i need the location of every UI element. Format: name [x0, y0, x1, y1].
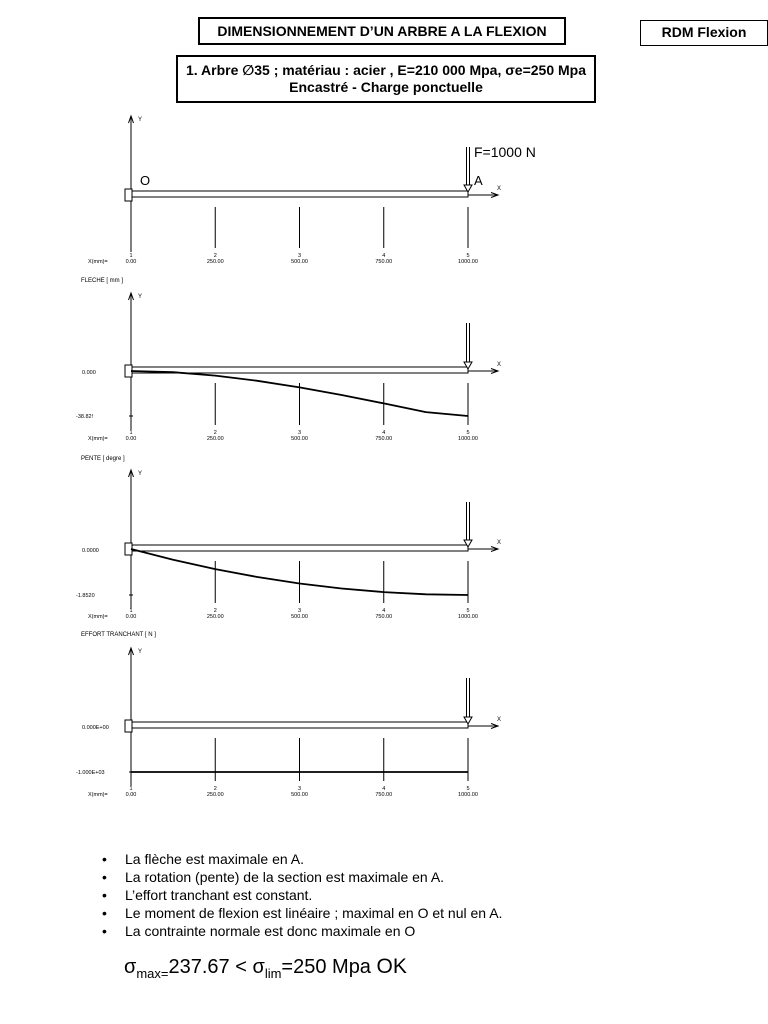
note-item: • La rotation (pente) de la section est maximale en A. — [102, 868, 502, 886]
min-value-label: -1.000E+03 — [76, 770, 105, 776]
verdict: OK — [376, 955, 407, 978]
y-axis-label: Y — [138, 471, 143, 477]
force-label: F=1000 N — [474, 144, 536, 160]
x-axis-label: X — [497, 540, 502, 546]
node-number: 2 — [213, 608, 217, 614]
x-row-label: X(mm)= — [88, 259, 108, 265]
x-tick-label: 500.00 — [291, 614, 308, 620]
x-tick-label: 500.00 — [291, 259, 308, 265]
x-axis-label: X — [497, 362, 502, 368]
beam — [132, 191, 468, 197]
node-number: 5 — [466, 786, 470, 792]
zero-value-label: 0.000E+00 — [82, 725, 109, 731]
node-number: 1 — [129, 430, 133, 436]
node-number: 4 — [382, 253, 386, 259]
x-axis-label: X — [497, 186, 502, 192]
point-o-label: O — [140, 173, 151, 188]
sigma-symbol: σ — [124, 956, 137, 978]
node-number: 3 — [297, 430, 302, 436]
x-tick-label: 0.00 — [125, 259, 137, 265]
x-tick-label: 750.00 — [375, 614, 393, 620]
node-number: 2 — [213, 786, 217, 792]
max-subscript: max= — [136, 966, 169, 981]
node-number: 4 — [382, 430, 386, 436]
x-tick-label: 250.00 — [206, 614, 224, 620]
x-tick-label: 0.00 — [125, 436, 137, 442]
notes-list — [102, 850, 502, 940]
node-number: 4 — [382, 786, 386, 792]
x-tick-label: 500.00 — [291, 792, 308, 798]
x-row-label: X(mm)= — [88, 792, 108, 798]
clamp-support — [125, 543, 132, 555]
y-axis-label: Y — [138, 117, 143, 123]
x-tick-label: 1000.00 — [458, 259, 478, 265]
x-tick-label: 1000.00 — [458, 436, 478, 442]
subject-tag: RDM Flexion — [640, 20, 768, 46]
beam — [132, 722, 468, 728]
node-number: 2 — [213, 253, 217, 259]
x-row-label: X(mm)= — [88, 614, 108, 620]
max-value: 237.67 < — [168, 956, 253, 978]
node-number: 5 — [466, 608, 470, 614]
node-number: 3 — [297, 786, 302, 792]
stress-result — [124, 955, 407, 979]
node-number: 3 — [297, 608, 302, 614]
beam — [132, 545, 468, 551]
y-axis-label: Y — [138, 649, 143, 655]
x-tick-label: 250.00 — [206, 259, 224, 265]
node-number: 1 — [129, 786, 133, 792]
x-tick-label: 0.00 — [125, 614, 137, 620]
lim-value: =250 Mpa — [281, 956, 377, 978]
note-item: • Le moment de flexion est linéaire ; maximal en O et nul en A. — [102, 904, 502, 922]
note-item: • L’effort tranchant est constant. — [102, 886, 502, 904]
x-axis-label: X — [497, 717, 502, 723]
document-title: DIMENSIONNEMENT D’UN ARBRE A LA FLEXION — [198, 17, 566, 45]
sigma-symbol-lim: σ — [252, 956, 265, 978]
x-row-label: X(mm)= — [88, 436, 108, 442]
x-tick-label: 750.00 — [375, 792, 393, 798]
x-tick-label: 0.00 — [125, 792, 137, 798]
min-value-label: -38.82! — [76, 414, 94, 420]
y-axis-label: Y — [138, 294, 143, 300]
zero-value-label: 0.000 — [82, 370, 96, 376]
point-a-label: A — [474, 173, 483, 188]
lim-subscript: lim — [264, 966, 282, 981]
node-number: 4 — [382, 608, 386, 614]
clamp-support — [125, 365, 132, 377]
plot-title: PENTE [ degre ] — [81, 456, 125, 462]
note-item: • La contrainte normale est donc maximale en O — [102, 922, 502, 940]
x-tick-label: 750.00 — [375, 436, 393, 442]
node-number: 3 — [297, 253, 302, 259]
x-tick-label: 750.00 — [375, 259, 393, 265]
x-tick-label: 1000.00 — [458, 614, 478, 620]
x-tick-label: 500.00 — [291, 436, 308, 442]
clamp-support — [125, 720, 132, 732]
x-tick-label: 250.00 — [206, 792, 224, 798]
plot-title: FLECHE [ mm ] — [81, 278, 124, 284]
node-number: 1 — [129, 608, 133, 614]
note-item: • La flèche est maximale en A. — [102, 850, 502, 868]
case-line-2: Encastré - Charge ponctuelle — [289, 79, 483, 95]
plot-title: EFFORT TRANCHANT [ N ] — [81, 632, 156, 638]
case-line-1: 1. Arbre ∅35 ; matériau : acier , E=210 000 Mpa, σe=250 Mpa — [185, 62, 587, 78]
node-number: 2 — [213, 430, 217, 436]
node-number: 1 — [129, 253, 133, 259]
node-number: 5 — [466, 430, 470, 436]
clamp-support — [125, 189, 132, 201]
min-value-label: -1.8520 — [76, 593, 95, 599]
x-tick-label: 250.00 — [206, 436, 224, 442]
zero-value-label: 0.0000 — [82, 548, 99, 554]
x-tick-label: 1000.00 — [458, 792, 478, 798]
node-number: 5 — [466, 253, 470, 259]
